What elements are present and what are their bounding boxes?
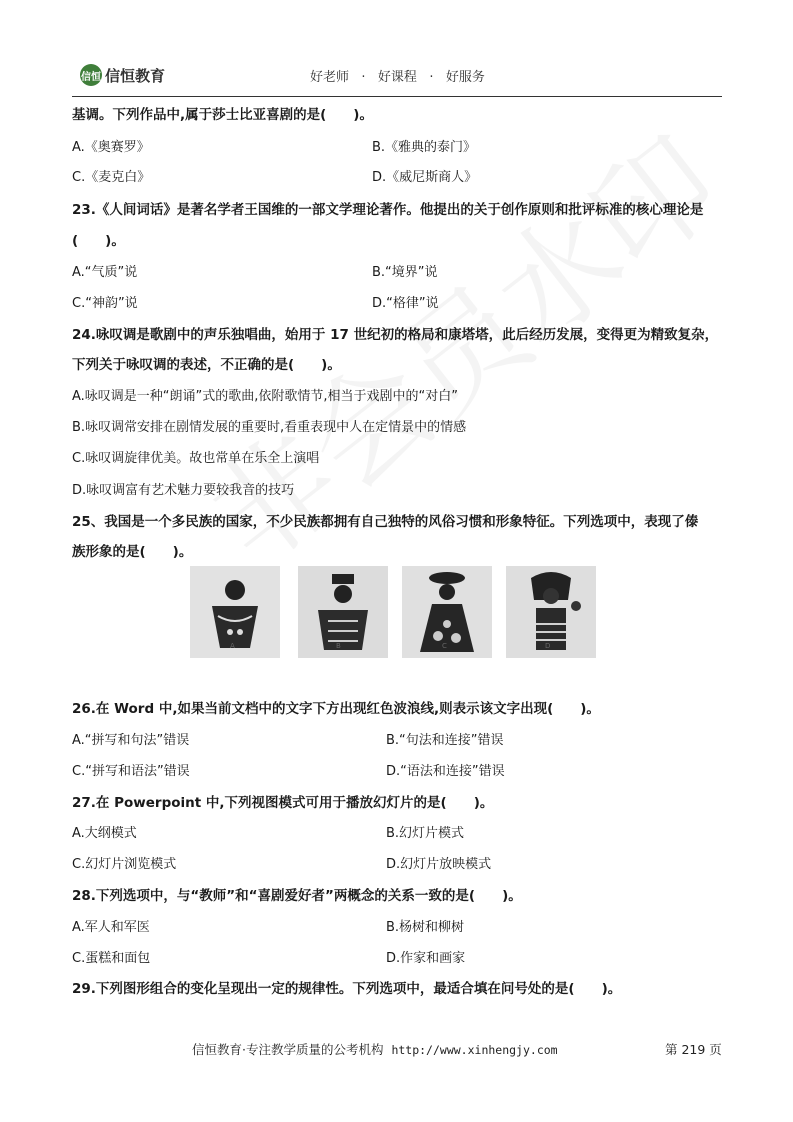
q27-option-a: A.大纲模式 (72, 826, 137, 841)
q23-option-c: C.“神韵”说 (72, 296, 138, 311)
paper-cut-figures (190, 566, 602, 666)
q23-option-a: A.“气质”说 (72, 265, 138, 280)
q26-option-c: C.“拼写和语法”错误 (72, 764, 190, 779)
q24-option-b: B.咏叹调常安排在剧情发展的重要时,看重表现中人在定情景中的情感 (72, 420, 467, 435)
question-25-stem-cont: 族形象的是( )。 (72, 544, 193, 560)
q23-option-d: D.“格律”说 (372, 296, 439, 311)
q22-option-c: C.《麦克白》 (72, 170, 151, 185)
q27-option-d: D.幻灯片放映模式 (386, 857, 492, 872)
figure-label-c: C (442, 642, 447, 650)
question-23-stem: 23.《人间词话》是著名学者王国维的一部文学理论著作。他提出的关于创作原则和批评标准的核心理论是 (72, 202, 704, 218)
figure-c-image (402, 566, 492, 658)
q24-option-d: D.咏叹调富有艺术魅力要较我音的技巧 (72, 483, 295, 498)
question-25-stem: 25、我国是一个多民族的国家，不少民族都拥有自己独特的风俗习惯和形象特征。下列选项中，表现了傣 (72, 514, 699, 530)
question-24-stem-cont: 下列关于咏叹调的表述，不正确的是( )。 (72, 357, 341, 373)
figure-a-image (190, 566, 280, 658)
question-27-stem: 27.在 Powerpoint 中,下列视图模式可用于播放幻灯片的是( )。 (72, 795, 494, 811)
figure-label-b: B (336, 642, 341, 650)
page-footer (192, 1040, 558, 1058)
logo-icon: 信恒 (80, 64, 102, 86)
footer-url: http://www.xinhengjy.com (391, 1043, 558, 1057)
q26-option-a: A.“拼写和句法”错误 (72, 733, 190, 748)
logo-text: 信恒教育 (105, 66, 166, 85)
q26-option-d: D.“语法和连接”错误 (386, 764, 505, 779)
q24-option-c: C.咏叹调旋律优美。故也常单在乐全上演唱 (72, 451, 320, 466)
q22-option-b: B.《雅典的泰门》 (372, 140, 477, 155)
page-header (72, 60, 722, 97)
header-slogan: 好老师 · 好课程 · 好服务 (310, 70, 485, 85)
q28-option-c: C.蛋糕和面包 (72, 951, 151, 966)
question-22-stem-tail: 基调。下列作品中,属于莎士比亚喜剧的是( )。 (72, 107, 373, 123)
figure-b-image (298, 566, 388, 658)
q28-option-d: D.作家和画家 (386, 951, 466, 966)
question-24-stem: 24.咏叹调是歌剧中的声乐独唱曲，始用于 17 世纪初的格局和康塔塔，此后经历发展，变得更为精致复杂， (72, 327, 719, 343)
q28-option-a: A.军人和军医 (72, 920, 150, 935)
question-23-stem-cont: ( )。 (72, 233, 125, 249)
q26-option-b: B.“句法和连接”错误 (386, 733, 504, 748)
figure-label-a: A (230, 642, 235, 650)
question-28-stem: 28.下列选项中，与“教师”和“喜剧爱好者”两概念的关系一致的是( )。 (72, 888, 522, 904)
q22-option-a: A.《奥赛罗》 (72, 140, 150, 155)
q23-option-b: B.“境界”说 (372, 265, 438, 280)
q24-option-a: A.咏叹调是一种“朗诵”式的歌曲,依附歌情节,相当于戏剧中的“对白” (72, 389, 459, 404)
q22-option-d: D.《威尼斯商人》 (372, 170, 478, 185)
page-number: 第 219 页 (665, 1042, 722, 1057)
q28-option-b: B.杨树和柳树 (386, 920, 465, 935)
q27-option-b: B.幻灯片模式 (386, 826, 465, 841)
question-26-stem: 26.在 Word 中,如果当前文档中的文字下方出现红色波浪线,则表示该文字出现( )。 (72, 701, 600, 717)
figure-label-d: D (545, 642, 551, 650)
figure-d-image (506, 566, 596, 658)
q27-option-c: C.幻灯片浏览模式 (72, 857, 177, 872)
question-29-stem: 29.下列图形组合的变化呈现出一定的规律性。下列选项中，最适合填在问号处的是( )。 (72, 981, 622, 997)
footer-text: 信恒教育·专注教学质量的公考机构 (192, 1042, 384, 1057)
logo (80, 64, 165, 86)
